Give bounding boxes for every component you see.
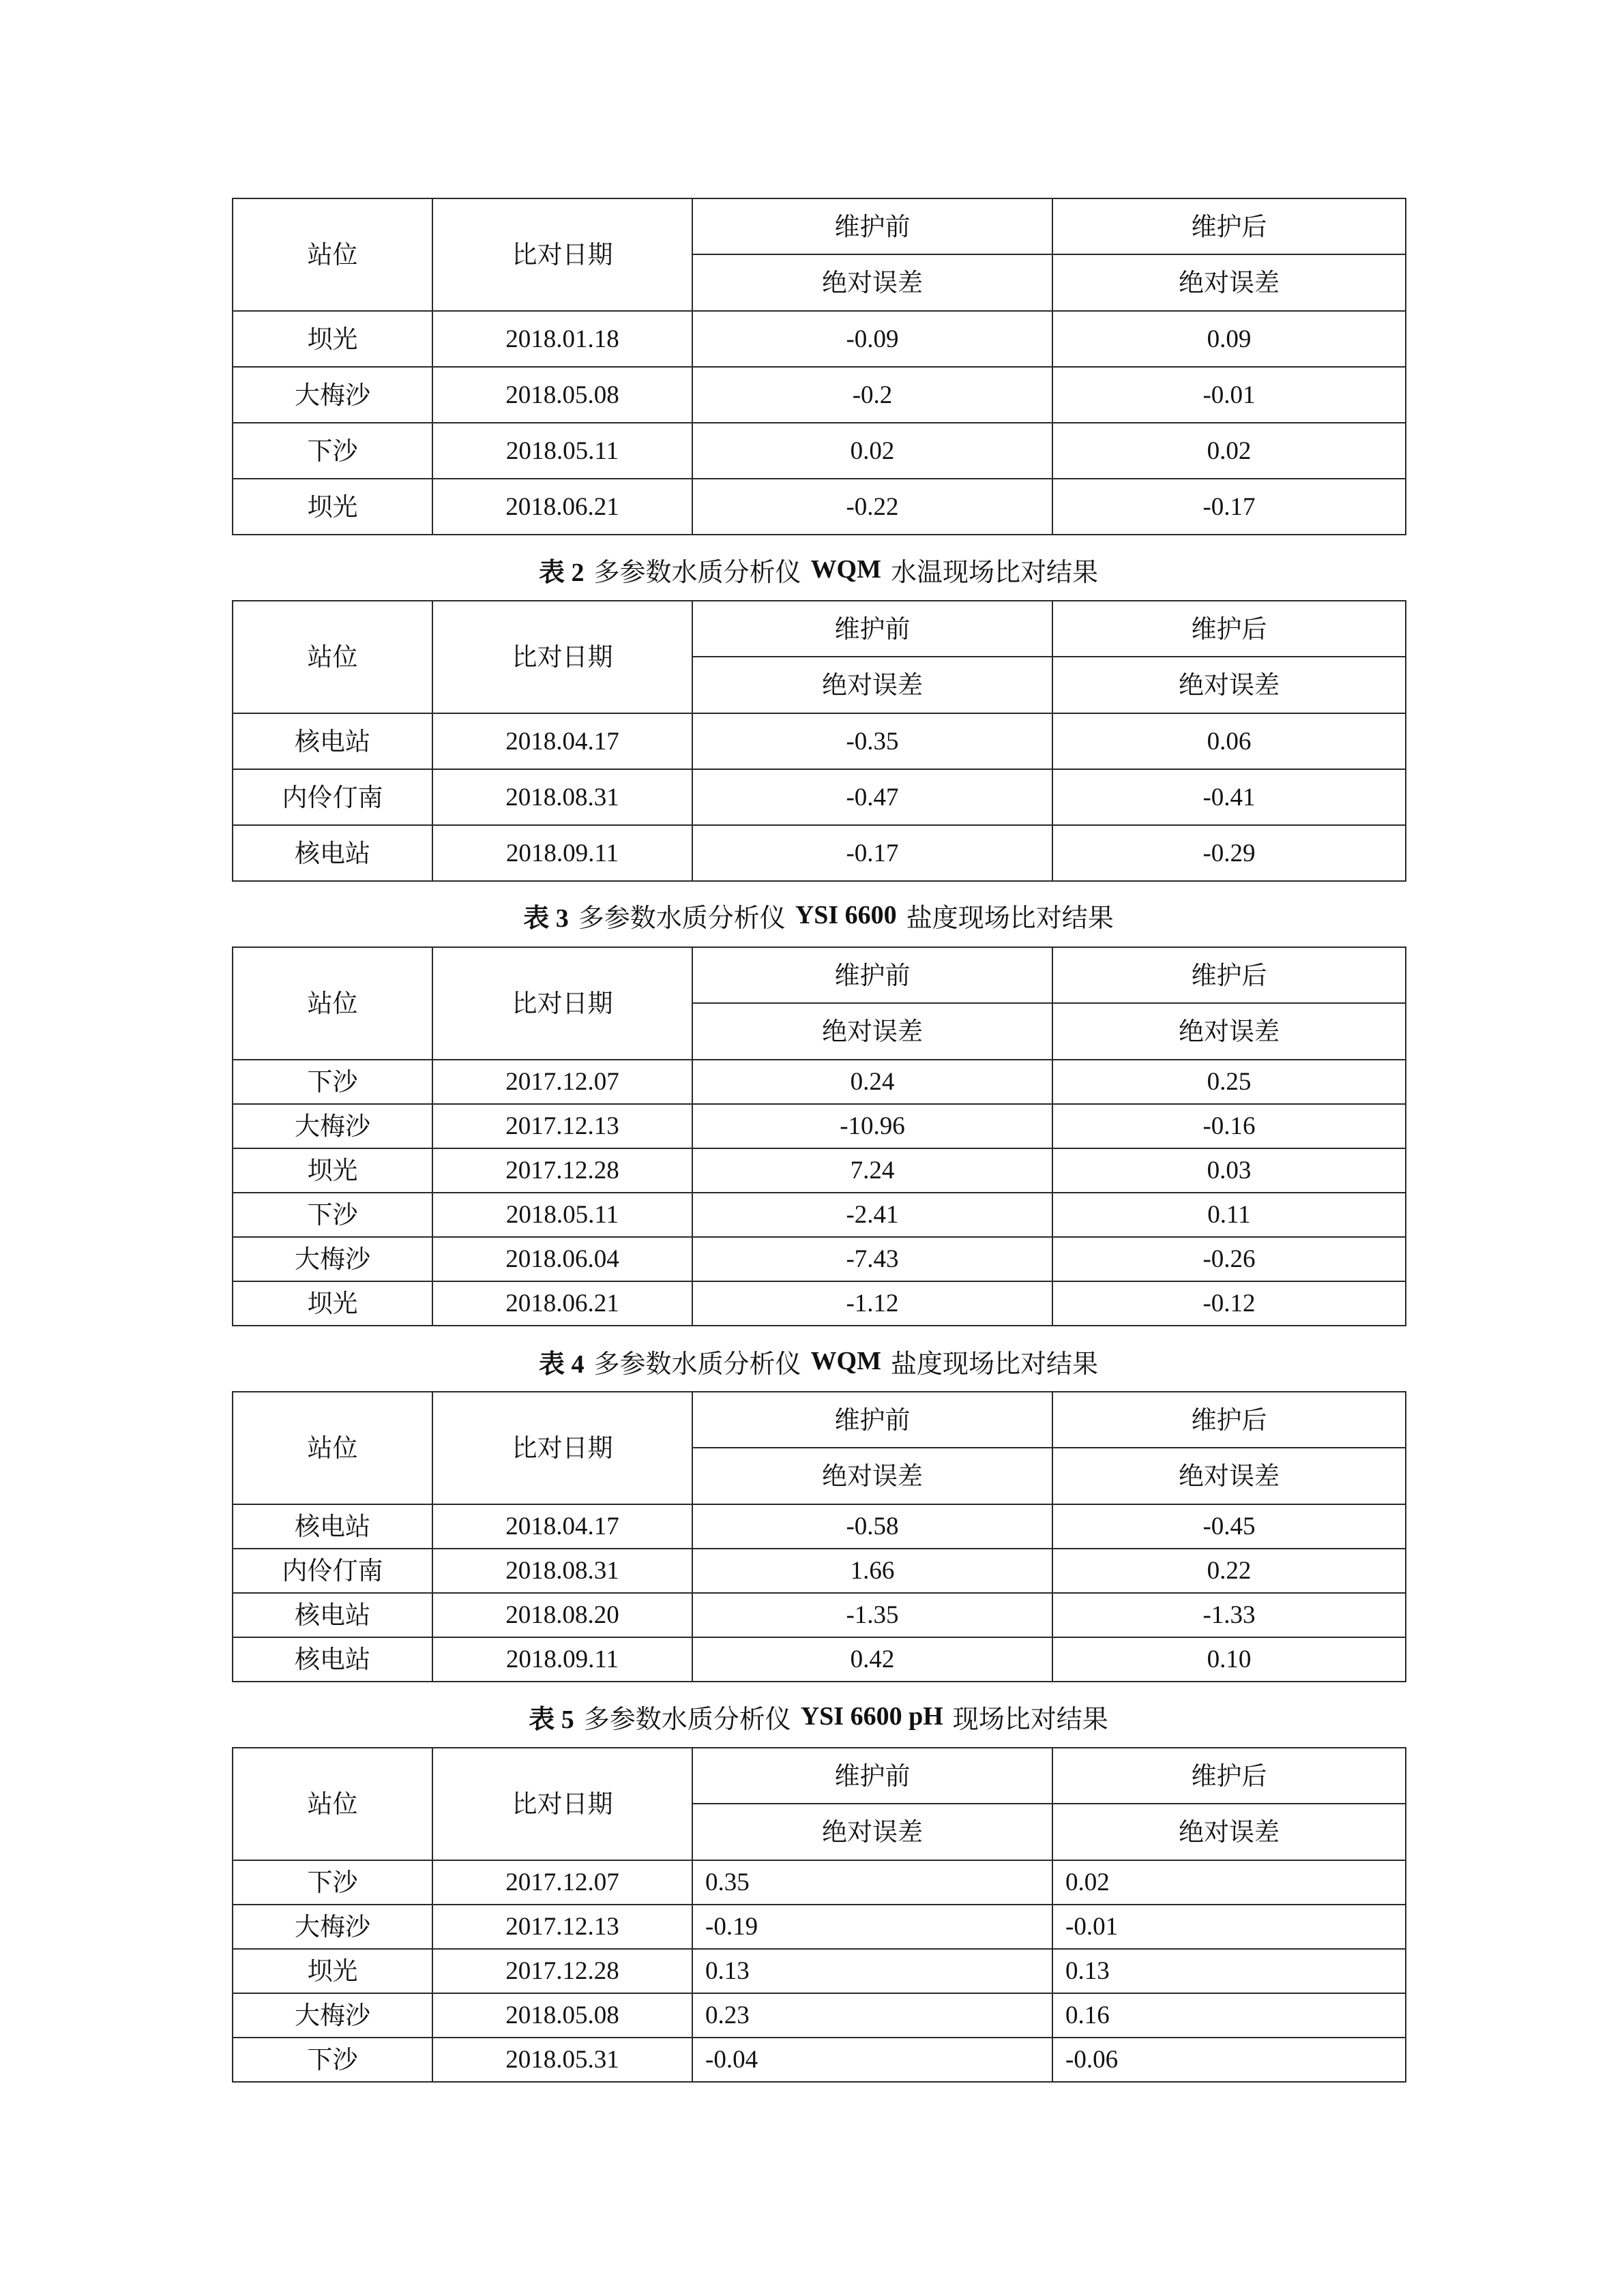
table-row — [233, 1504, 1406, 1549]
cell-after: 0.02 — [1052, 423, 1406, 479]
cell-before: -0.19 — [692, 1905, 1052, 1949]
table-row — [233, 479, 1406, 535]
table-row — [233, 713, 1406, 769]
caption-text: 多参数水质分析仪 — [593, 556, 801, 587]
cell-before: -1.35 — [692, 1593, 1052, 1637]
cell-before: -0.04 — [692, 2038, 1052, 2082]
cell-date: 2018.01.18 — [432, 311, 692, 367]
cell-after: -0.06 — [1052, 2038, 1406, 2082]
table-row — [233, 423, 1406, 479]
header-before: 维护前 — [692, 1748, 1052, 1804]
header-abs-error-before: 绝对误差 — [692, 1804, 1052, 1860]
cell-station: 下沙 — [233, 1860, 432, 1905]
cell-before: -2.41 — [692, 1193, 1052, 1237]
table-row — [233, 1993, 1406, 2038]
header-station: 站位 — [233, 1392, 432, 1504]
table-row — [233, 1060, 1406, 1104]
cell-date: 2018.08.20 — [432, 1593, 692, 1637]
cell-before: -0.17 — [692, 825, 1052, 881]
cell-before: 1.66 — [692, 1549, 1052, 1593]
cell-after: 0.06 — [1052, 713, 1406, 769]
header-abs-error-after: 绝对误差 — [1052, 1804, 1406, 1860]
table-row — [233, 1949, 1406, 1993]
cell-after: 0.10 — [1052, 1637, 1406, 1682]
cell-station: 内伶仃南 — [233, 769, 432, 825]
cell-after: 0.13 — [1052, 1949, 1406, 1993]
cell-station: 核电站 — [233, 825, 432, 881]
header-before: 维护前 — [692, 947, 1052, 1003]
cell-after: 0.16 — [1052, 1993, 1406, 2038]
cell-date: 2018.05.31 — [432, 2038, 692, 2082]
cell-date: 2018.09.11 — [432, 1637, 692, 1682]
cell-before: -0.35 — [692, 713, 1052, 769]
cell-date: 2018.08.31 — [432, 769, 692, 825]
cell-station: 坝光 — [233, 1949, 432, 1993]
caption-label: 表 4 — [539, 1350, 585, 1379]
cell-station: 坝光 — [233, 311, 432, 367]
header-before: 维护前 — [692, 1392, 1052, 1448]
cell-date: 2018.09.11 — [432, 825, 692, 881]
cell-date: 2018.05.11 — [432, 423, 692, 479]
table-row — [233, 1148, 1406, 1193]
cell-date: 2018.04.17 — [432, 713, 692, 769]
cell-station: 核电站 — [233, 1637, 432, 1682]
cell-station: 下沙 — [233, 423, 432, 479]
cell-before: 7.24 — [692, 1148, 1052, 1193]
cell-station: 大梅沙 — [233, 367, 432, 423]
caption-label: 表 2 — [539, 558, 585, 587]
header-abs-error-after: 绝对误差 — [1052, 1448, 1406, 1504]
header-station: 站位 — [233, 947, 432, 1060]
cell-station: 核电站 — [233, 1504, 432, 1549]
cell-before: -0.09 — [692, 311, 1052, 367]
cell-after: 0.25 — [1052, 1060, 1406, 1104]
caption-text: 多参数水质分析仪 — [593, 1348, 801, 1379]
cell-after: -0.16 — [1052, 1104, 1406, 1148]
cell-station: 大梅沙 — [233, 1104, 432, 1148]
table-4-caption — [232, 1341, 1405, 1382]
cell-station: 核电站 — [233, 1593, 432, 1637]
cell-station: 内伶仃南 — [233, 1549, 432, 1593]
cell-after: -0.17 — [1052, 479, 1406, 535]
cell-after: 0.02 — [1052, 1860, 1406, 1905]
cell-before: 0.35 — [692, 1860, 1052, 1905]
table-row — [233, 2038, 1406, 2082]
cell-after: -0.12 — [1052, 1281, 1406, 1326]
header-before: 维护前 — [692, 198, 1052, 254]
caption-label: 表 5 — [529, 1705, 574, 1734]
cell-date: 2017.12.07 — [432, 1860, 692, 1905]
cell-station: 下沙 — [233, 1060, 432, 1104]
header-station: 站位 — [233, 1748, 432, 1860]
table-2-caption — [232, 549, 1405, 590]
cell-station: 坝光 — [233, 479, 432, 535]
header-abs-error-before: 绝对误差 — [692, 254, 1052, 311]
cell-before: -7.43 — [692, 1237, 1052, 1281]
caption-text: 盐度现场比对结果 — [890, 1348, 1098, 1379]
header-after: 维护后 — [1052, 601, 1406, 657]
table-row — [233, 1905, 1406, 1949]
table-row — [233, 1637, 1406, 1682]
cell-before: -0.47 — [692, 769, 1052, 825]
header-abs-error-before: 绝对误差 — [692, 657, 1052, 713]
header-abs-error-before: 绝对误差 — [692, 1448, 1052, 1504]
table-row — [233, 1593, 1406, 1637]
table-5-caption — [232, 1696, 1405, 1737]
header-abs-error-after: 绝对误差 — [1052, 1003, 1406, 1060]
cell-date: 2018.06.21 — [432, 479, 692, 535]
cell-station: 坝光 — [233, 1148, 432, 1193]
table-row — [233, 1549, 1406, 1593]
cell-after: 0.22 — [1052, 1549, 1406, 1593]
cell-date: 2018.04.17 — [432, 1504, 692, 1549]
cell-station: 核电站 — [233, 713, 432, 769]
caption-instrument: WQM — [810, 1347, 881, 1375]
header-after: 维护后 — [1052, 198, 1406, 254]
table-row — [233, 769, 1406, 825]
header-after: 维护后 — [1052, 1748, 1406, 1804]
header-station: 站位 — [233, 198, 432, 311]
header-abs-error-after: 绝对误差 — [1052, 657, 1406, 713]
table-2 — [232, 600, 1406, 882]
header-abs-error-after: 绝对误差 — [1052, 254, 1406, 311]
cell-before: 0.24 — [692, 1060, 1052, 1104]
cell-before: -0.22 — [692, 479, 1052, 535]
cell-date: 2017.12.13 — [432, 1905, 692, 1949]
cell-after: -0.29 — [1052, 825, 1406, 881]
cell-before: -1.12 — [692, 1281, 1052, 1326]
table-row — [233, 1860, 1406, 1905]
table-5 — [232, 1747, 1406, 2083]
cell-before: -10.96 — [692, 1104, 1052, 1148]
cell-before: 0.42 — [692, 1637, 1052, 1682]
cell-station: 大梅沙 — [233, 1993, 432, 2038]
cell-after: 0.11 — [1052, 1193, 1406, 1237]
header-date: 比对日期 — [432, 1748, 692, 1860]
table-3 — [232, 946, 1406, 1326]
cell-station: 坝光 — [233, 1281, 432, 1326]
caption-label: 表 3 — [523, 904, 569, 933]
cell-station: 大梅沙 — [233, 1905, 432, 1949]
table-4 — [232, 1391, 1406, 1682]
cell-after: -0.45 — [1052, 1504, 1406, 1549]
caption-text: 多参数水质分析仪 — [578, 902, 786, 933]
table-row — [233, 311, 1406, 367]
header-date: 比对日期 — [432, 1392, 692, 1504]
cell-date: 2018.06.04 — [432, 1237, 692, 1281]
cell-date: 2017.12.28 — [432, 1148, 692, 1193]
cell-station: 下沙 — [233, 1193, 432, 1237]
cell-after: 0.09 — [1052, 311, 1406, 367]
header-abs-error-before: 绝对误差 — [692, 1003, 1052, 1060]
cell-date: 2018.06.21 — [432, 1281, 692, 1326]
cell-before: 0.13 — [692, 1949, 1052, 1993]
caption-instrument: WQM — [810, 555, 881, 584]
header-after: 维护后 — [1052, 947, 1406, 1003]
cell-station: 大梅沙 — [233, 1237, 432, 1281]
table-1 — [232, 198, 1406, 535]
header-station: 站位 — [233, 601, 432, 713]
header-before: 维护前 — [692, 601, 1052, 657]
table-row — [233, 1281, 1406, 1326]
table-row — [233, 825, 1406, 881]
cell-date: 2017.12.07 — [432, 1060, 692, 1104]
cell-before: -0.58 — [692, 1504, 1052, 1549]
cell-before: 0.23 — [692, 1993, 1052, 2038]
cell-date: 2018.05.11 — [432, 1193, 692, 1237]
cell-date: 2018.05.08 — [432, 1993, 692, 2038]
cell-after: -0.41 — [1052, 769, 1406, 825]
cell-after: -0.01 — [1052, 367, 1406, 423]
header-date: 比对日期 — [432, 198, 692, 311]
table-row — [233, 367, 1406, 423]
table-row — [233, 1104, 1406, 1148]
caption-text: 水温现场比对结果 — [890, 556, 1098, 587]
cell-after: -1.33 — [1052, 1593, 1406, 1637]
cell-date: 2017.12.13 — [432, 1104, 692, 1148]
table-row — [233, 1193, 1406, 1237]
cell-date: 2017.12.28 — [432, 1949, 692, 1993]
cell-after: -0.26 — [1052, 1237, 1406, 1281]
header-after: 维护后 — [1052, 1392, 1406, 1448]
header-date: 比对日期 — [432, 601, 692, 713]
cell-station: 下沙 — [233, 2038, 432, 2082]
header-date: 比对日期 — [432, 947, 692, 1060]
caption-text: 现场比对结果 — [952, 1703, 1108, 1734]
cell-date: 2018.08.31 — [432, 1549, 692, 1593]
table-row — [233, 1237, 1406, 1281]
cell-before: -0.2 — [692, 367, 1052, 423]
cell-after: -0.01 — [1052, 1905, 1406, 1949]
table-3-caption — [232, 895, 1405, 936]
caption-instrument: YSI 6600 — [795, 901, 897, 929]
caption-instrument: YSI 6600 pH — [800, 1702, 943, 1731]
cell-after: 0.03 — [1052, 1148, 1406, 1193]
caption-text: 盐度现场比对结果 — [906, 902, 1114, 933]
cell-before: 0.02 — [692, 423, 1052, 479]
caption-text: 多参数水质分析仪 — [583, 1703, 791, 1734]
cell-date: 2018.05.08 — [432, 367, 692, 423]
